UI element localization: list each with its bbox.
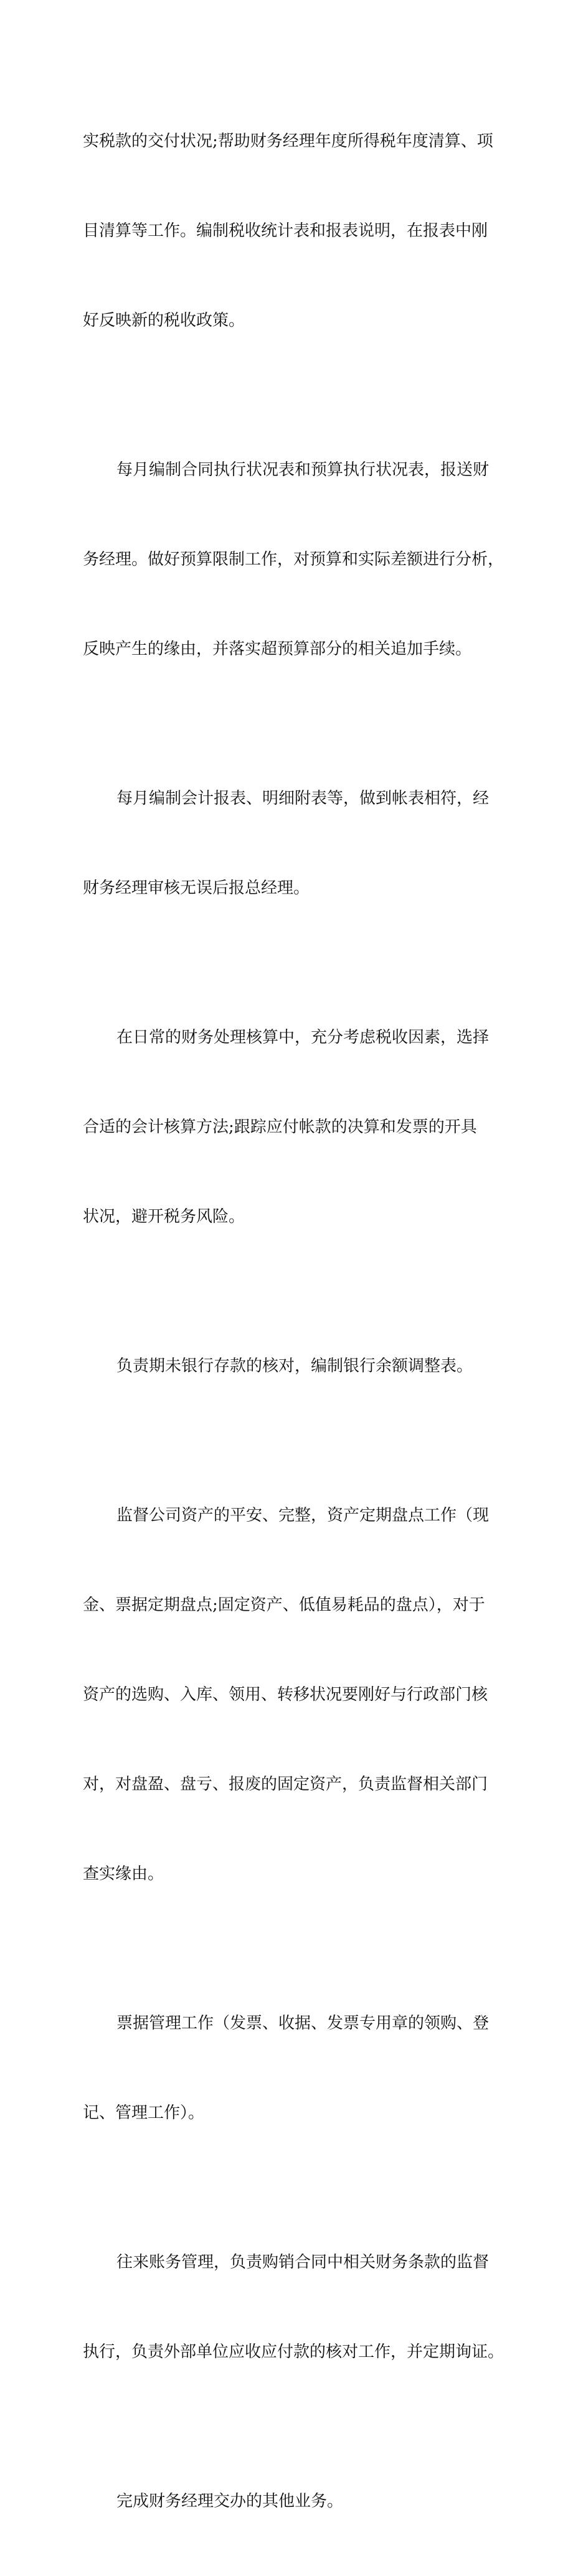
document-body [83, 67, 506, 2576]
text-line: 好反映新的税收政策。 [83, 311, 245, 330]
text-line: 完成财务经理交办的其他业务。 [116, 2492, 344, 2511]
text-line: 合适的会计核算方法;跟踪应付帐款的决算和发票的开具 [83, 1118, 477, 1136]
paragraph-5 [83, 1291, 506, 1441]
paragraph-3 [83, 724, 506, 963]
text-line: 查实缘由。 [83, 1865, 164, 1883]
text-line: 实税款的交付状况;帮助财务经理年度所得税年度清算、项 [83, 132, 493, 151]
text-line: 监督公司资产的平安、完整，资产定期盘点工作（现 [116, 1506, 490, 1525]
text-line: 对，对盘盈、盘亏、报废的固定资产，负责监督相关部门 [83, 1775, 488, 1794]
text-line: 往来账务管理，负责购销合同中相关财务条款的监督 [116, 2253, 490, 2272]
text-line: 金、票据定期盘点;固定资产、低值易耗品的盘点），对于 [83, 1596, 485, 1614]
text-line: 每月编制合同执行状况表和预算执行状况表，报送财 [116, 461, 490, 479]
text-line: 在日常的财务处理核算中，充分考虑税收因素，选择 [116, 1028, 490, 1047]
text-line: 执行，负责外部单位应收应付款的核对工作，并定期询证。 [83, 2343, 504, 2361]
paragraph-1 [83, 67, 506, 395]
paragraph-9 [83, 2427, 506, 2576]
text-line: 负责期未银行存款的核对，编制银行余额调整表。 [116, 1357, 473, 1375]
text-line: 资产的选购、入库、领用、转移状况要刚好与行政部门核 [83, 1685, 488, 1704]
text-line: 反映产生的缘由，并落实超预算部分的相关追加手续。 [83, 640, 472, 658]
paragraph-2 [83, 395, 506, 724]
paragraph-7 [83, 1949, 506, 2188]
text-line: 务经理。做好预算限制工作，对预算和实际差额进行分析， [83, 550, 504, 569]
text-line: 票据管理工作（发票、收据、发票专用章的领购、登 [116, 2014, 490, 2033]
text-line: 每月编制会计报表、明细附表等，做到帐表相符，经 [116, 789, 490, 808]
text-line: 状况，避开税务风险。 [83, 1207, 245, 1226]
paragraph-4 [83, 963, 506, 1291]
text-line: 记、管理工作）。 [83, 2104, 205, 2122]
paragraph-6 [83, 1441, 506, 1949]
text-line: 目清算等工作。编制税收统计表和报表说明，在报表中刚 [83, 222, 488, 240]
text-line: 财务经理审核无误后报总经理。 [83, 879, 310, 897]
paragraph-8 [83, 2188, 506, 2427]
